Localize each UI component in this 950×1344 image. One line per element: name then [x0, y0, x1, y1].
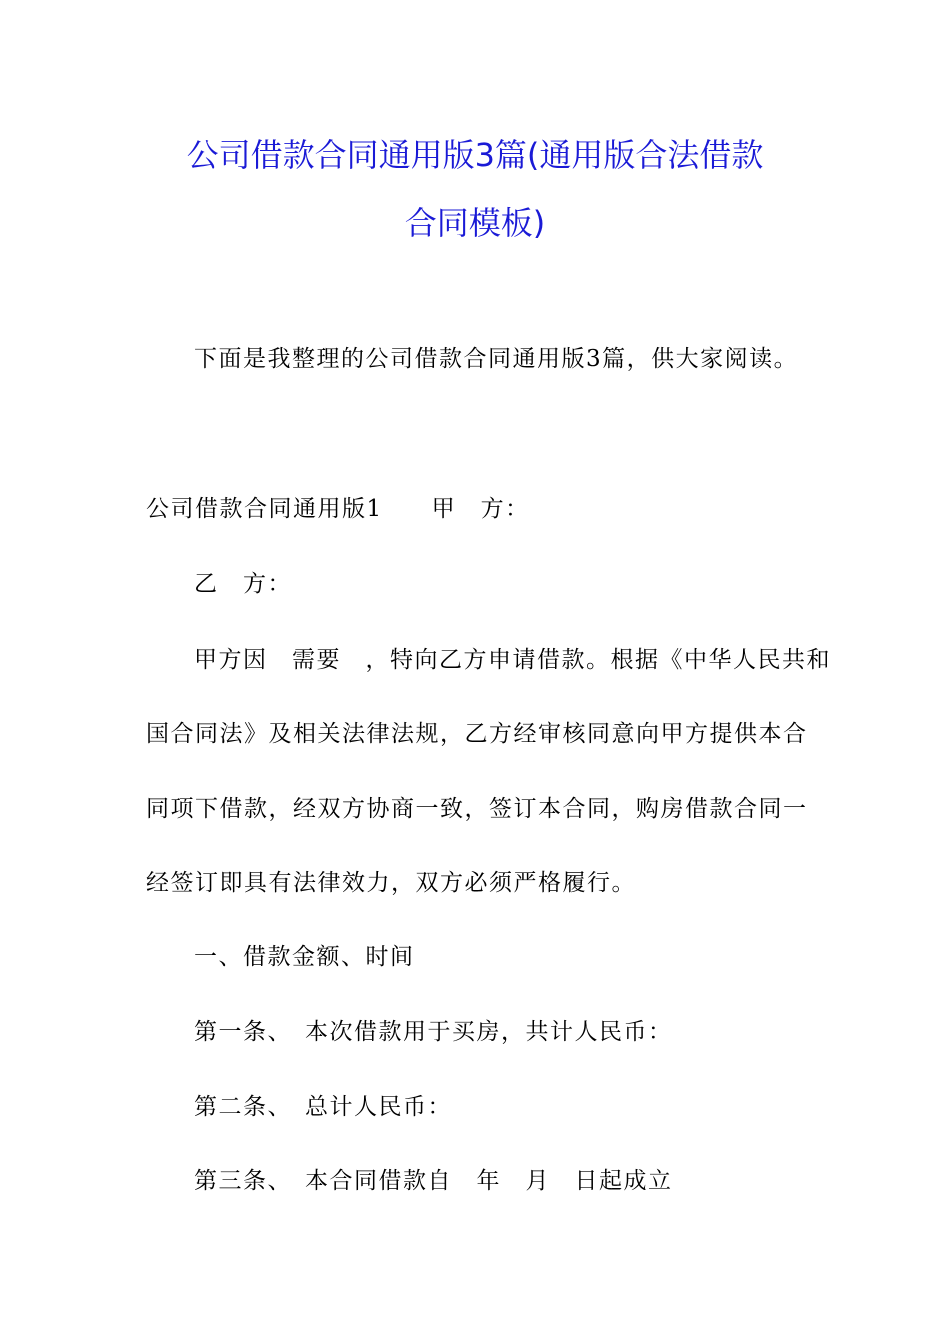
article-1: 第一条、 本次借款用于买房，共计人民币： [194, 1019, 673, 1045]
paragraph-line-2: 国合同法》及相关法律法规，乙方经审核同意向甲方提供本合 [146, 721, 808, 747]
article-3: 第三条、 本合同借款自 年 月 日起成立 [194, 1168, 673, 1194]
section-heading: 公司借款合同通用版1 甲 方： [146, 496, 530, 522]
intro-paragraph: 下面是我整理的公司借款合同通用版3篇，供大家阅读。 [194, 346, 799, 372]
paragraph-line-3: 同项下借款，经双方协商一致，签订本合同，购房借款合同一 [146, 796, 808, 822]
document-title-line-1: 公司借款合同通用版3篇(通用版合法借款 [186, 136, 764, 174]
paragraph-line-1: 甲方因 需要 ，特向乙方申请借款。根据《中华人民共和 [194, 647, 831, 673]
clause-heading: 一、借款金额、时间 [194, 944, 415, 970]
document-title-line-2: 合同模板) [404, 204, 546, 242]
paragraph-line-4: 经签订即具有法律效力，双方必须严格履行。 [146, 870, 636, 896]
party-b-line: 乙 方： [194, 571, 292, 597]
article-2: 第二条、 总计人民币： [194, 1094, 452, 1120]
